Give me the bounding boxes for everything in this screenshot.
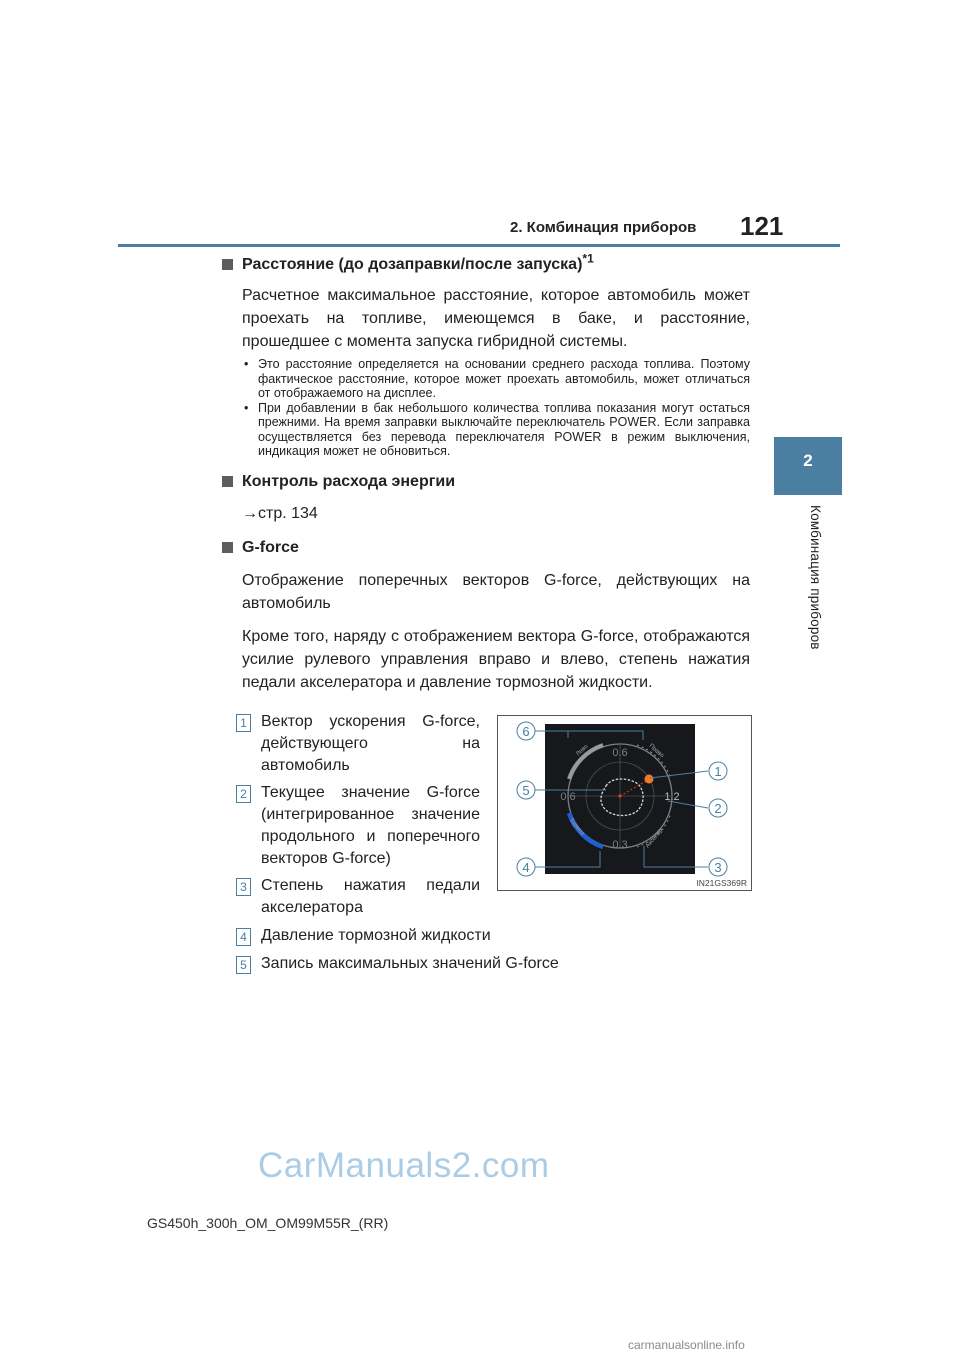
page-number: 121	[740, 211, 784, 241]
gauge-label-brake: Тормоз	[567, 817, 585, 837]
gforce-body-2: Кроме того, наряду с отображением вектора G-force, отображаются усилие рулевого управления вправо и влево, степень нажатия педали акселератора и давление тормозной жидкости.	[242, 627, 750, 691]
callout-item-3	[236, 875, 480, 919]
callout-number-3-icon: 3	[236, 878, 251, 896]
main-content	[222, 251, 750, 694]
note-text: При добавлении в бак небольшого количества топлива показания могут остаться прежними. На время заправки выключайте переключатель POWER. Если заправка осуществляется без перевода переключателя POWER в режим выключения, индикация может не обновиться.	[258, 400, 750, 458]
gauge-value-bottom: 0.3	[612, 839, 628, 851]
bullet-dot: •	[244, 400, 249, 415]
gforce-gauge-diagram	[498, 716, 751, 890]
callout-number-1-icon: 1	[236, 714, 251, 732]
marker-4-label: 4	[522, 860, 530, 875]
callout-text-5: Запись максимальных значений G-force	[261, 955, 559, 972]
chapter-tab-label: Комбинация приборов	[808, 505, 823, 650]
bullet-dot: •	[244, 357, 249, 371]
callout-number-4-icon: 4	[236, 928, 251, 946]
distance-notes	[242, 357, 750, 459]
distance-body: Расчетное максимальное расстояние, которое автомобиль может проехать на топливе, имеющемся в баке, и расстояние, прошедшее с момента запуска гибридной системы.	[242, 287, 750, 350]
callout-item-2	[236, 782, 480, 870]
note-item	[242, 357, 750, 401]
heading-gforce-text: G-force	[242, 538, 299, 556]
callout-text-4: Давление тормозной жидкости	[261, 927, 491, 944]
gauge-value-right: 1.2	[664, 791, 680, 803]
running-header-section: 2. Комбинация приборов	[510, 219, 697, 236]
callout-item-1	[236, 711, 480, 777]
figure-code: IN21GS369R	[696, 878, 747, 888]
chapter-tab-number: 2	[803, 451, 813, 470]
gforce-vector-dot	[645, 775, 654, 784]
energy-page-reference: →стр. 134	[242, 504, 318, 522]
watermark-url: carmanualsonline.info	[628, 1338, 745, 1352]
marker-2-label: 2	[714, 801, 722, 816]
gauge-label-left: Лево	[575, 743, 590, 758]
heading-gforce	[222, 537, 750, 559]
header-rule	[118, 244, 840, 247]
note-item	[242, 401, 750, 459]
note-text: Это расстояние определяется на основании среднего расхода топлива. Поэтому фактическое расстояние, которое может проехать автомобиль, может отличаться от отображаемого на дисплее.	[258, 357, 750, 400]
gauge-center-dot	[618, 794, 621, 797]
heading-energy-text: Контроль расхода энергии	[242, 472, 456, 490]
callout-item-5	[236, 953, 736, 975]
gauge-value-left: 0.6	[560, 791, 576, 803]
gforce-illustration	[497, 715, 752, 891]
footer-model-code: GS450h_300h_OM_OM99M55R_(RR)	[147, 1215, 389, 1231]
square-bullet-icon	[222, 476, 233, 487]
marker-3-label: 3	[714, 860, 722, 875]
heading-energy	[222, 471, 750, 493]
marker-6-label: 6	[522, 724, 530, 739]
callout-text-1: Вектор ускорения G-force, действующего на автомобиль	[261, 713, 480, 774]
square-bullet-icon	[222, 259, 233, 270]
footnote-marker: *1	[582, 251, 594, 266]
callout-text-2: Текущее значение G-force (интегрированное значение продольного и поперечного векторов G-force)	[261, 784, 480, 867]
gauge-label-accel: Акселер.	[644, 826, 666, 850]
marker-1-label: 1	[714, 764, 722, 779]
callout-number-2-icon: 2	[236, 785, 251, 803]
gauge-label-right: Право	[647, 743, 665, 760]
callout-item-4	[236, 925, 736, 947]
heading-distance	[222, 251, 750, 276]
callout-number-5-icon: 5	[236, 956, 251, 974]
heading-distance-text: Расстояние (до дозаправки/после запуска)	[242, 256, 583, 273]
callout-text-3: Степень нажатия педали акселератора	[261, 877, 480, 916]
watermark-brand: CarManuals2.com	[258, 1146, 550, 1185]
marker-5-label: 5	[522, 783, 530, 798]
gforce-body-1: Отображение поперечных векторов G-force, действующих на автомобиль	[242, 571, 750, 612]
gauge-value-top: 0.6	[612, 747, 628, 759]
square-bullet-icon	[222, 542, 233, 553]
